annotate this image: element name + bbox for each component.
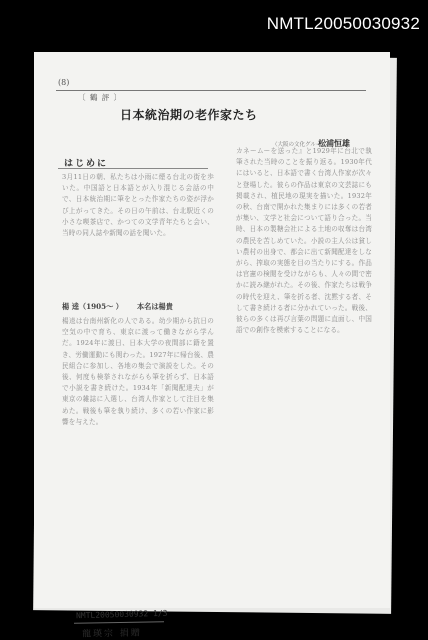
section-heading: はじめに — [64, 159, 109, 169]
subsection-title: 楊 逵（1905〜 ） — [62, 302, 123, 311]
article-title: 日本統治期の老作家たち — [120, 108, 258, 122]
author-note: （大阪の文化グループ） — [272, 142, 333, 148]
archive-id: NMTL20050030932 — [266, 14, 420, 33]
intro-paragraph: 3月11日の朝、私たちは小雨に煙る台北の街を歩いた。中国語と日本語とが入り混じる会話の中で、日本統治期に筆をとった作家たちの姿が浮かび上がってきた。その日の午前は、台北駅近くの小さな喫茶店で、かつての文学青年たちと会い、当時の同人誌や新聞の話を聞いた。 — [62, 173, 214, 238]
column-tag: 〔 鶴 評 〕 — [78, 93, 123, 102]
section-rule — [58, 168, 208, 169]
handwritten-underline — [74, 621, 164, 624]
subsection-paragraph: 楊逵は台南州新化の人である。幼少期から抗日の空気の中で育ち、東京に渡って働きながら学んだ。1924年に渡日、日本大学の夜間部に籍を置き、労働運動にも関わった。1927年に帰台後、農民組合に参加し、各地の集会で演説をした。その後、何度も検挙されながらも筆を折らず、日本語で小説を書き続けた。1934年「新聞配達夫」が東京の雑誌に入選し、台湾人作家として注目を集めた。戦後も筆を執り続け、多くの若い作家に影響を与えた。 — [62, 317, 214, 426]
handwritten-catalog-number: NMTL20050030932 1/3 — [75, 608, 168, 621]
right-column-text: カネームーを送った』と1929年に台北で執筆された当時のことを振り返る。1930年代にはいると、日本語で書く台湾人作家が次々と登場した。彼らの作品は東京の文芸誌にも掲載され、植民地の現実を描いた。1932年の秋、台南で開かれた集まりには多くの若者が集い、文学と社会について語り合った。当時、日本の製糖会社による土地の収奪は台湾の農民を苦しめていた。小説の主人公は貧しい農村の出身で、都会に出て新聞配達をしながら、搾取の実態を目の当たりにする。作品は官憲の検閲を受けながらも、人々の間で密かに読み継がれた。その後、作家たちは戦争の時代を迎え、筆を折る者、沈黙する者、そして書き続ける者に分かれていった。戦後、彼らの多くは再び言葉の問題に直面し、中国語での創作を模索することになる。 — [236, 147, 372, 335]
page-number: (8) — [58, 78, 70, 87]
handwritten-donor-note: 龍瑛宗 捐贈 — [81, 628, 142, 640]
document-page — [34, 52, 390, 640]
subsection-heading — [62, 302, 173, 312]
author-name: 松浦恒雄 — [318, 138, 350, 148]
header-rule — [56, 90, 366, 91]
subsection-note: 本名は楊貴 — [136, 302, 173, 311]
